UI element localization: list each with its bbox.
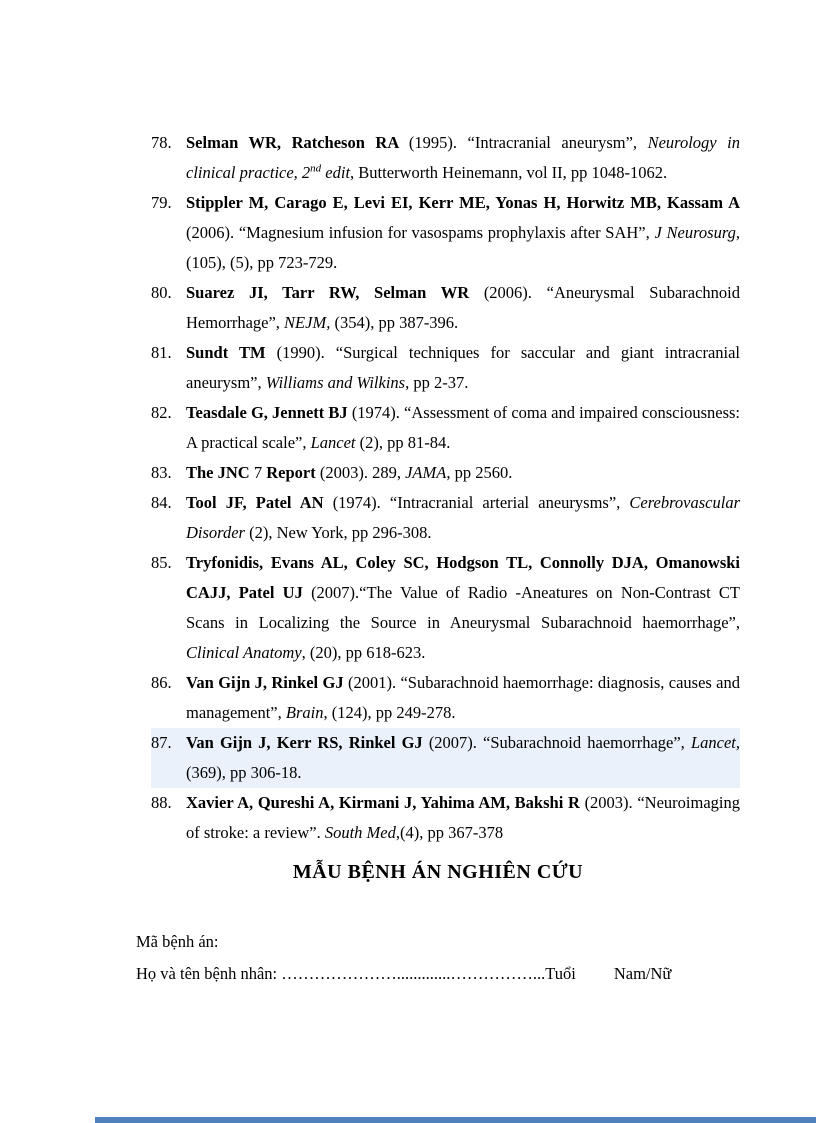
reference-text: Tool JF, Patel AN (1974). “Intracranial arterial aneurysms”, Cerebrovascular Disorder (2), New York, pp 296-308. xyxy=(186,493,740,542)
gender-label: Nam/Nữ xyxy=(613,964,672,983)
reference-number: 84. xyxy=(151,493,172,512)
reference-item xyxy=(151,398,740,458)
reference-item xyxy=(151,458,740,488)
patient-name-label: Họ và tên bệnh nhân: xyxy=(136,964,282,983)
reference-number: 79. xyxy=(151,193,172,212)
patient-name-dots: ………………….............……………... xyxy=(281,964,546,983)
reference-text: Suarez JI, Tarr RW, Selman WR (2006). “Aneurysmal Subarachnoid Hemorrhage”, NEJM, (354), pp 387-396. xyxy=(186,283,740,332)
reference-number: 86. xyxy=(151,673,172,692)
reference-item xyxy=(151,548,740,668)
reference-item xyxy=(151,188,740,278)
reference-text: Van Gijn J, Kerr RS, Rinkel GJ (2007). “Subarachnoid haemorrhage”, Lancet, (369), pp 306-18. xyxy=(186,733,740,782)
section-heading: MẪU BỆNH ÁN NGHIÊN CỨU xyxy=(292,861,584,883)
reference-number: 78. xyxy=(151,133,172,152)
reference-number: 83. xyxy=(151,463,172,482)
form-area xyxy=(136,926,740,990)
form-patient-name-line xyxy=(136,958,740,990)
age-label: Tuổi xyxy=(545,964,576,983)
reference-text: Xavier A, Qureshi A, Kirmani J, Yahima AM, Bakshi R (2003). “Neuroimaging of stroke: a review”. South Med,(4), pp 367-378 xyxy=(186,793,740,842)
form-record-id-line xyxy=(136,926,740,958)
reference-item xyxy=(151,668,740,728)
reference-item xyxy=(151,788,740,848)
reference-text: Sundt TM (1990). “Surgical techniques for saccular and giant intracranial aneurysm”, Williams and Wilkins, pp 2-37. xyxy=(186,343,741,392)
bottom-border-line xyxy=(95,1117,816,1123)
reference-number: 85. xyxy=(151,553,172,572)
reference-item xyxy=(151,488,740,548)
reference-text: Van Gijn J, Rinkel GJ (2001). “Subarachnoid haemorrhage: diagnosis, causes and management”, Brain, (124), pp 249-278. xyxy=(186,673,740,722)
reference-text: The JNC 7 Report (2003). 289, JAMA, pp 2560. xyxy=(186,463,513,482)
reference-number: 82. xyxy=(151,403,172,422)
reference-text: Selman WR, Ratcheson RA (1995). “Intracranial aneurysm”, Neurology in clinical practice, 2nd edit, Butterworth Heinemann, vol II, pp 1048-1062. xyxy=(186,133,740,182)
record-id-label: Mã bệnh án: xyxy=(136,932,219,951)
reference-text: Stippler M, Carago E, Levi EI, Kerr ME, Yonas H, Horwitz MB, Kassam A (2006). “Magnesium infusion for vasospams prophylaxis after SAH”, J Neurosurg, (105), (5), pp 723-729. xyxy=(186,193,740,272)
reference-number: 87. xyxy=(151,733,172,752)
reference-item xyxy=(151,728,740,788)
reference-number: 81. xyxy=(151,343,172,362)
reference-item xyxy=(151,128,740,188)
reference-number: 88. xyxy=(151,793,172,812)
reference-item xyxy=(151,338,740,398)
reference-text: Tryfonidis, Evans AL, Coley SC, Hodgson TL, Connolly DJA, Omanowski CAJJ, Patel UJ (2007).“The Value of Radio -Aneatures on Non-Contrast CT Scans in Localizing the Source in Aneurysmal Subarachnoid haemorrhage”, Clinical Anatomy, (20), pp 618-623. xyxy=(186,553,740,662)
reference-text: Teasdale G, Jennett BJ (1974). “Assessment of coma and impaired consciousness: A practical scale”, Lancet (2), pp 81-84. xyxy=(186,403,740,452)
reference-item xyxy=(151,278,740,338)
reference-number: 80. xyxy=(151,283,172,302)
reference-list xyxy=(151,128,740,848)
